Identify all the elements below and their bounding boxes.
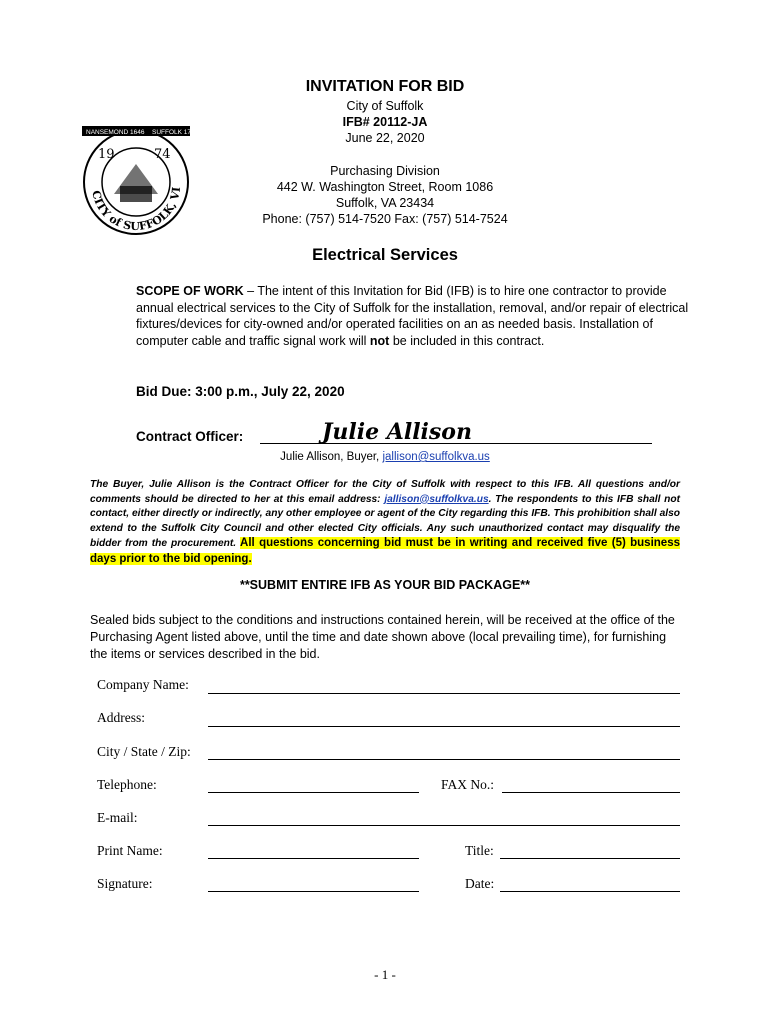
fax-label: FAX No.: [441, 777, 495, 792]
notice-highlight: All questions concerning bid must be in writing and received five (5) business days prior to the bid opening. [90, 537, 680, 565]
scope-not: not [369, 333, 390, 348]
city-name: City of Suffolk [346, 99, 424, 113]
ifb-number: IFB# 20112-JA [342, 115, 428, 129]
fax-field[interactable] [502, 792, 680, 793]
notice-part1: The Buyer, Julie Allison is the Contract Officer for the City of Suffolk with respect to this IFB. All questions and/or comments should be directed to her at this email address: [90, 479, 680, 505]
page-number: - 1 - [374, 967, 396, 982]
buyer-email-link[interactable]: jallison@suffolkva.us [382, 451, 490, 463]
page-title: INVITATION FOR BID [305, 78, 465, 95]
street-address: 442 W. Washington Street, Room 1086 [276, 180, 494, 194]
email-field[interactable] [208, 825, 680, 826]
issue-date: June 22, 2020 [345, 131, 425, 145]
title-field[interactable] [500, 858, 680, 859]
division-name: Purchasing Division [330, 164, 440, 178]
city-state-zip: Suffolk, VA 23434 [335, 196, 435, 210]
contact-notice [90, 478, 680, 567]
company-name-field[interactable] [208, 693, 680, 694]
email-label: E-mail: [97, 810, 138, 825]
scope-label: SCOPE OF WORK [136, 284, 244, 298]
notice-part2: . The respondents to this IFB shall not contact, either directly or indirectly, any other employee or agent of the City regarding this IFB. This prohibition shall also extend to the Suffolk City Council and other elected City officials. Any such unauthorized contact may disqualify the bidder from the procurement. [90, 493, 680, 549]
signature-field[interactable] [208, 891, 419, 892]
submit-note: **SUBMIT ENTIRE IFB AS YOUR BID PACKAGE** [239, 578, 531, 592]
company-name-label: Company Name: [97, 677, 189, 692]
city-state-zip-label: City / State / Zip: [97, 744, 191, 759]
seal-year-right: 74 [154, 147, 171, 162]
print-name-field[interactable] [208, 858, 419, 859]
phone-fax: Phone: (757) 514-7520 Fax: (757) 514-7524 [262, 212, 508, 226]
service-title: Electrical Services [312, 246, 458, 264]
telephone-label: Telephone: [97, 777, 157, 792]
date-field[interactable] [500, 891, 680, 892]
bid-due: Bid Due: 3:00 p.m., July 22, 2020 [136, 384, 345, 399]
date-label: Date: [465, 876, 495, 891]
print-name-label: Print Name: [97, 843, 163, 858]
signature-label: Signature: [97, 876, 153, 891]
buyer-line [0, 451, 770, 463]
seal-ring-text: CITY of SUFFOLK, VI [89, 186, 184, 234]
sealed-bids-text: Sealed bids subject to the conditions and instructions contained herein, will be received at the office of the Purchasing Agent listed above, until the time and date shown above (local prevailing time), for furnishing the items or services described in the bid. [90, 613, 675, 661]
scope-text-2: be included in this contract. [389, 333, 545, 348]
telephone-field[interactable] [208, 792, 419, 793]
seal-year-left: 19 [98, 147, 115, 162]
scope-of-work [136, 283, 696, 349]
city-state-zip-field[interactable] [208, 759, 680, 760]
seal-top-right: SUFFOLK 17 [152, 129, 192, 136]
notice-email-link[interactable]: jallison@suffolkva.us [384, 493, 489, 505]
scope-text-1: – The intent of this Invitation for Bid (IFB) is to hire one contractor to provide annual electrical services to the City of Suffolk for the installation, removal, and/or repair of electrical fixtures/devices for city-owned and/or operated facilities on an as needed basis. Installation of computer cable and traffic signal work will [136, 284, 689, 348]
address-label: Address: [97, 710, 145, 725]
contract-officer-signature: Julie Allison [322, 419, 472, 445]
buyer-text: Julie Allison, Buyer, [280, 451, 383, 463]
title-label: Title: [465, 843, 494, 858]
seal-top-left: NANSEMOND 1646 [86, 129, 145, 136]
contract-officer-label: Contract Officer: [136, 429, 244, 444]
address-field[interactable] [208, 726, 680, 727]
